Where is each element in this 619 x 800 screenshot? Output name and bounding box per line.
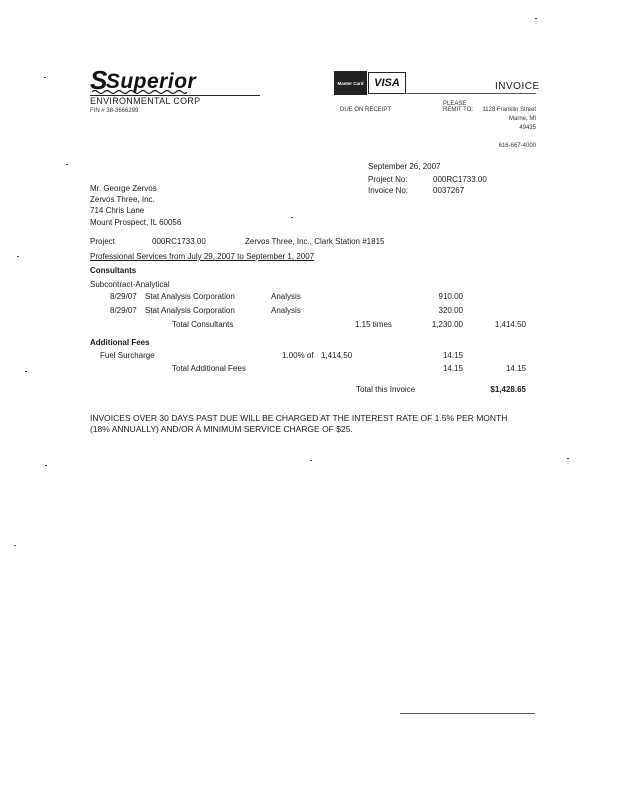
consultant-row-2-type: Analysis xyxy=(271,306,301,315)
scan-speck xyxy=(17,256,19,257)
scan-speck xyxy=(66,164,68,165)
visa-logo xyxy=(368,72,406,94)
grand-total-amount: $1,428.65 xyxy=(490,385,526,394)
visa-label: VISA xyxy=(374,77,400,89)
header-rule xyxy=(404,93,536,94)
company-name: ENVIRONMENTAL CORP xyxy=(90,96,201,106)
invoice-no-value: 0037267 xyxy=(433,186,465,195)
additional-fees-subtotal: 14.15 xyxy=(442,364,463,373)
consultant-row-1-vendor: Stat Analysis Corporation xyxy=(145,292,235,301)
consultant-row-2-date: 8/29/07 xyxy=(110,306,137,315)
consultants-heading: Consultants xyxy=(90,266,137,275)
please-label: PLEASE xyxy=(443,101,467,107)
consultant-row-1-amount: 910.00 xyxy=(438,292,463,301)
project-no-label: Project No: xyxy=(368,175,408,184)
invoice-no-label: Invoice No: xyxy=(368,186,409,195)
scan-speck xyxy=(45,465,47,466)
company-fein: FIN # 38-3666299 xyxy=(90,108,139,114)
consultant-row-2-vendor: Stat Analysis Corporation xyxy=(145,306,235,315)
bill-to-company: Zervos Three, Inc. xyxy=(90,195,155,204)
grand-total-label: Total this Invoice xyxy=(356,385,416,394)
project-label: Project xyxy=(90,237,115,246)
remit-to-label: REMIT TO: xyxy=(443,107,474,113)
bill-to-street: 714 Chris Lane xyxy=(90,206,145,215)
scan-speck xyxy=(535,18,537,19)
logo-initial: S xyxy=(90,65,108,95)
consultants-subtotal: 1,230.00 xyxy=(431,320,463,329)
scan-speck xyxy=(44,77,46,78)
due-on-receipt: DUE ON RECEIPT xyxy=(340,107,392,113)
consultant-row-2-amount: 320.00 xyxy=(438,306,463,315)
total-additional-fees-label: Total Additional Fees xyxy=(172,364,246,373)
fuel-surcharge-label: Fuel Surcharge xyxy=(100,351,155,360)
remit-address-line-2: Marne, MI xyxy=(508,116,536,122)
remit-address-line-1: 1128 Franklin Street xyxy=(482,107,536,113)
scan-speck xyxy=(14,545,16,546)
additional-fees-heading: Additional Fees xyxy=(90,338,150,347)
logo-text: Superior xyxy=(105,70,197,93)
scan-speck xyxy=(25,371,27,372)
consultant-row-1-type: Analysis xyxy=(271,292,301,301)
additional-fees-total: 14.15 xyxy=(505,364,526,373)
scan-speck xyxy=(291,217,293,218)
invoice-title: INVOICE xyxy=(495,81,540,92)
company-phone: 616-667-4000 xyxy=(498,143,536,149)
bill-to-name: Mr. George Zervos xyxy=(90,184,157,193)
service-period: Professional Services from July 29, 2007 to September 1, 2007 xyxy=(90,252,315,261)
remit-address-line-3: 49435 xyxy=(519,125,536,131)
fuel-surcharge-rate: 1.00% of xyxy=(282,351,314,360)
consultants-total: 1,414.50 xyxy=(494,320,526,329)
project-number: 000RC1733.00 xyxy=(152,237,206,246)
footer-rule xyxy=(400,713,535,714)
late-payment-notice: INVOICES OVER 30 DAYS PAST DUE WILL BE CHARGED AT THE INTEREST RATE OF 1.5% PER MONTH (18% ANNUALLY) AND/OR A MINIMUM SERVICE CHARGE OF $25. xyxy=(90,413,508,434)
consultant-row-1-date: 8/29/07 xyxy=(110,292,137,301)
invoice-date: September 26, 2007 xyxy=(368,162,441,171)
fuel-surcharge-amount: 14.15 xyxy=(442,351,463,360)
scan-speck xyxy=(310,460,312,461)
project-description: Zervos Three, Inc., Clark Station #1815 xyxy=(245,237,385,246)
bill-to-city: Mount Prospect, IL 60056 xyxy=(90,218,182,227)
consultants-subheading: Subcontract-Analytical xyxy=(90,280,170,289)
mastercard-logo xyxy=(334,71,367,95)
project-no-value: 000RC1733.00 xyxy=(433,175,487,184)
total-consultants-label: Total Consultants xyxy=(172,320,234,329)
fuel-surcharge-base: 1,414.50 xyxy=(321,351,353,360)
scan-speck xyxy=(567,458,569,459)
consultants-multiplier: 1.15 times xyxy=(355,320,392,329)
mastercard-label: Master Card xyxy=(337,80,364,86)
